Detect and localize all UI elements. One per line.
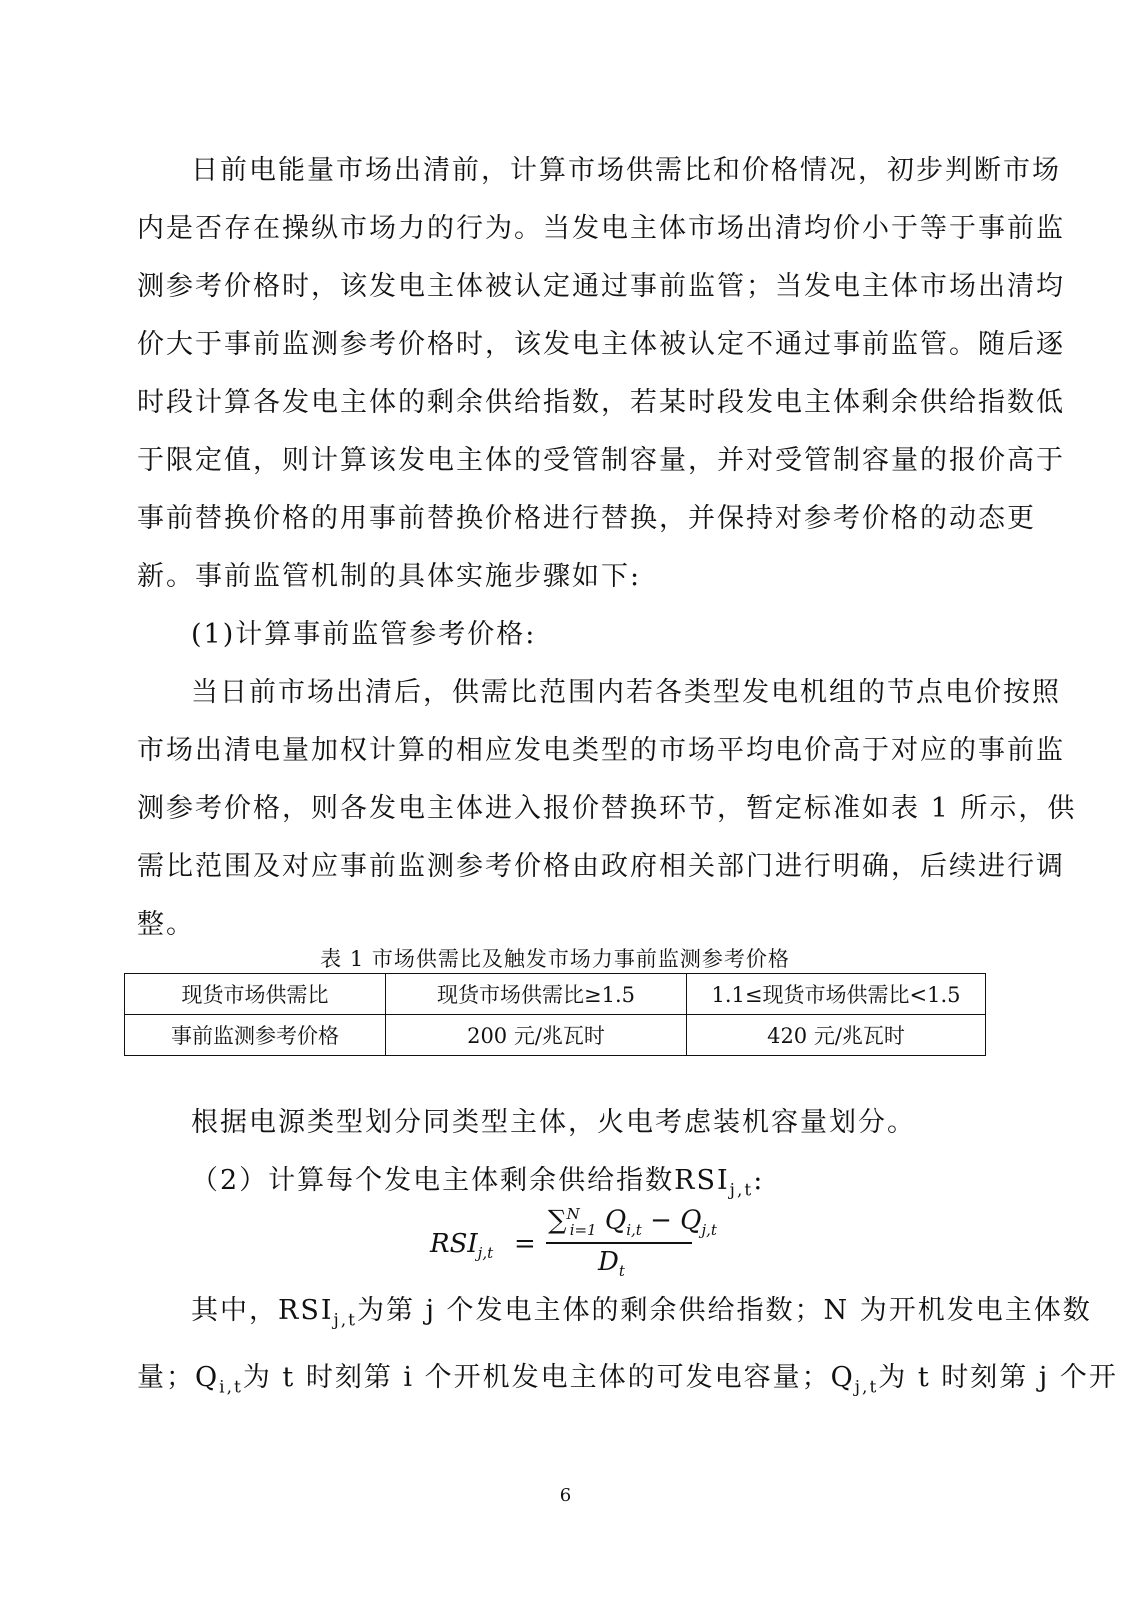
formula-numerator <box>548 1205 717 1239</box>
definition-text: 量；Q <box>137 1362 220 1394</box>
table-cell: 420 元/兆瓦时 <box>687 1015 986 1056</box>
text-line <box>137 1349 1118 1416</box>
table-row <box>125 974 986 1015</box>
q-symbol: Q <box>680 1205 702 1236</box>
text-line <box>137 1282 1092 1349</box>
definition-text: 其中，RSI <box>191 1295 334 1326</box>
text-line: 市场出清电量加权计算的相应发电类型的市场平均电价高于对应的事前监 <box>137 735 1065 766</box>
text-line: 日前电能量市场出清前，计算市场供需比和价格情况，初步判断市场 <box>191 155 1061 186</box>
text-line: 时段计算各发电主体的剩余供给指数，若某时段发电主体剩余供给指数低 <box>137 387 1065 418</box>
colon: : <box>753 1165 765 1196</box>
text-line: 当日前市场出清后，供需比范围内若各类型发电机组的节点电价按照 <box>191 677 1061 708</box>
table-cell: 200 元/兆瓦时 <box>386 1015 687 1056</box>
text-line: 根据电源类型划分同类型主体，火电考虑装机容量划分。 <box>191 1107 916 1138</box>
subscript: j,t <box>333 1310 358 1331</box>
text-line: 需比范围及对应事前监测参考价格由政府相关部门进行明确，后续进行调 <box>137 851 1065 882</box>
q-symbol: Q <box>604 1205 627 1236</box>
sum-lower-limit: i=1 <box>569 1220 597 1239</box>
table-cell: 现货市场供需比≥1.5 <box>386 974 687 1015</box>
paragraph-step1 <box>137 664 1077 954</box>
step-1-heading <box>137 606 977 664</box>
paragraph-grouping <box>137 1094 977 1152</box>
formula-lhs <box>430 1229 493 1262</box>
minus-sign: − <box>650 1205 672 1236</box>
table-caption: 表 1 市场供需比及触发市场力事前监测参考价格 <box>320 947 790 971</box>
sum-upper-limit: N <box>566 1205 580 1223</box>
paragraph-intro <box>137 142 1065 606</box>
text-line: 测参考价格时，该发电主体被认定通过事前监管；当发电主体市场出清均 <box>137 271 1065 302</box>
text-line: 价大于事前监测参考价格时，该发电主体被认定不通过事前监管。随后逐 <box>137 329 1065 360</box>
q-subscript: j,t <box>701 1220 717 1239</box>
fraction-bar <box>546 1242 692 1244</box>
text-line: 于限定值，则计算该发电主体的受管制容量，并对受管制容量的报价高于 <box>137 445 1065 476</box>
d-symbol: D <box>598 1247 619 1277</box>
table-cell: 现货市场供需比 <box>125 974 386 1015</box>
step-2-text: （2）计算每个发电主体剩余供给指数RSI <box>191 1165 730 1196</box>
definition-text: 为 t 时刻第 j 个开 <box>878 1362 1118 1394</box>
q-subscript: i,t <box>626 1220 642 1239</box>
table-cell: 事前监测参考价格 <box>125 1015 386 1056</box>
page-number: 6 <box>559 1485 572 1506</box>
definition-text: 为 t 时刻第 i 个开机发电主体的可发电容量；Q <box>242 1362 855 1394</box>
formula-lhs-subscript: j,t <box>477 1244 494 1263</box>
text-line: 新。事前监管机制的具体实施步骤如下: <box>137 561 642 592</box>
text-line: (1)计算事前监管参考价格: <box>191 619 537 650</box>
formula-denominator <box>598 1247 625 1280</box>
reference-price-table <box>124 973 986 1056</box>
text-line: 内是否存在操纵市场力的行为。当发电主体市场出清均价小于等于事前监 <box>137 213 1065 244</box>
rsi-formula <box>430 1205 717 1281</box>
text-line: 测参考价格，则各发电主体进入报价替换环节，暂定标准如表 1 所示，供 <box>137 793 1077 824</box>
text-line: 事前替换价格的用事前替换价格进行替换，并保持对参考价格的动态更 <box>137 503 1036 534</box>
subscript: i,t <box>219 1377 243 1398</box>
paragraph-definitions <box>137 1282 1118 1417</box>
text-line: 整。 <box>137 909 195 940</box>
subscript: j,t <box>729 1180 754 1201</box>
formula-lhs-symbol: RSI <box>430 1229 478 1259</box>
d-subscript: t <box>618 1262 625 1281</box>
subscript: j,t <box>854 1377 879 1398</box>
definition-text: 为第 j 个发电主体的剩余供给指数；N 为开机发电主体数 <box>357 1295 1092 1326</box>
table-cell: 1.1≤现货市场供需比<1.5 <box>687 974 986 1015</box>
sum-symbol: ∑ <box>548 1205 567 1236</box>
table-row <box>125 1015 986 1056</box>
formula-equals: = <box>514 1229 536 1259</box>
